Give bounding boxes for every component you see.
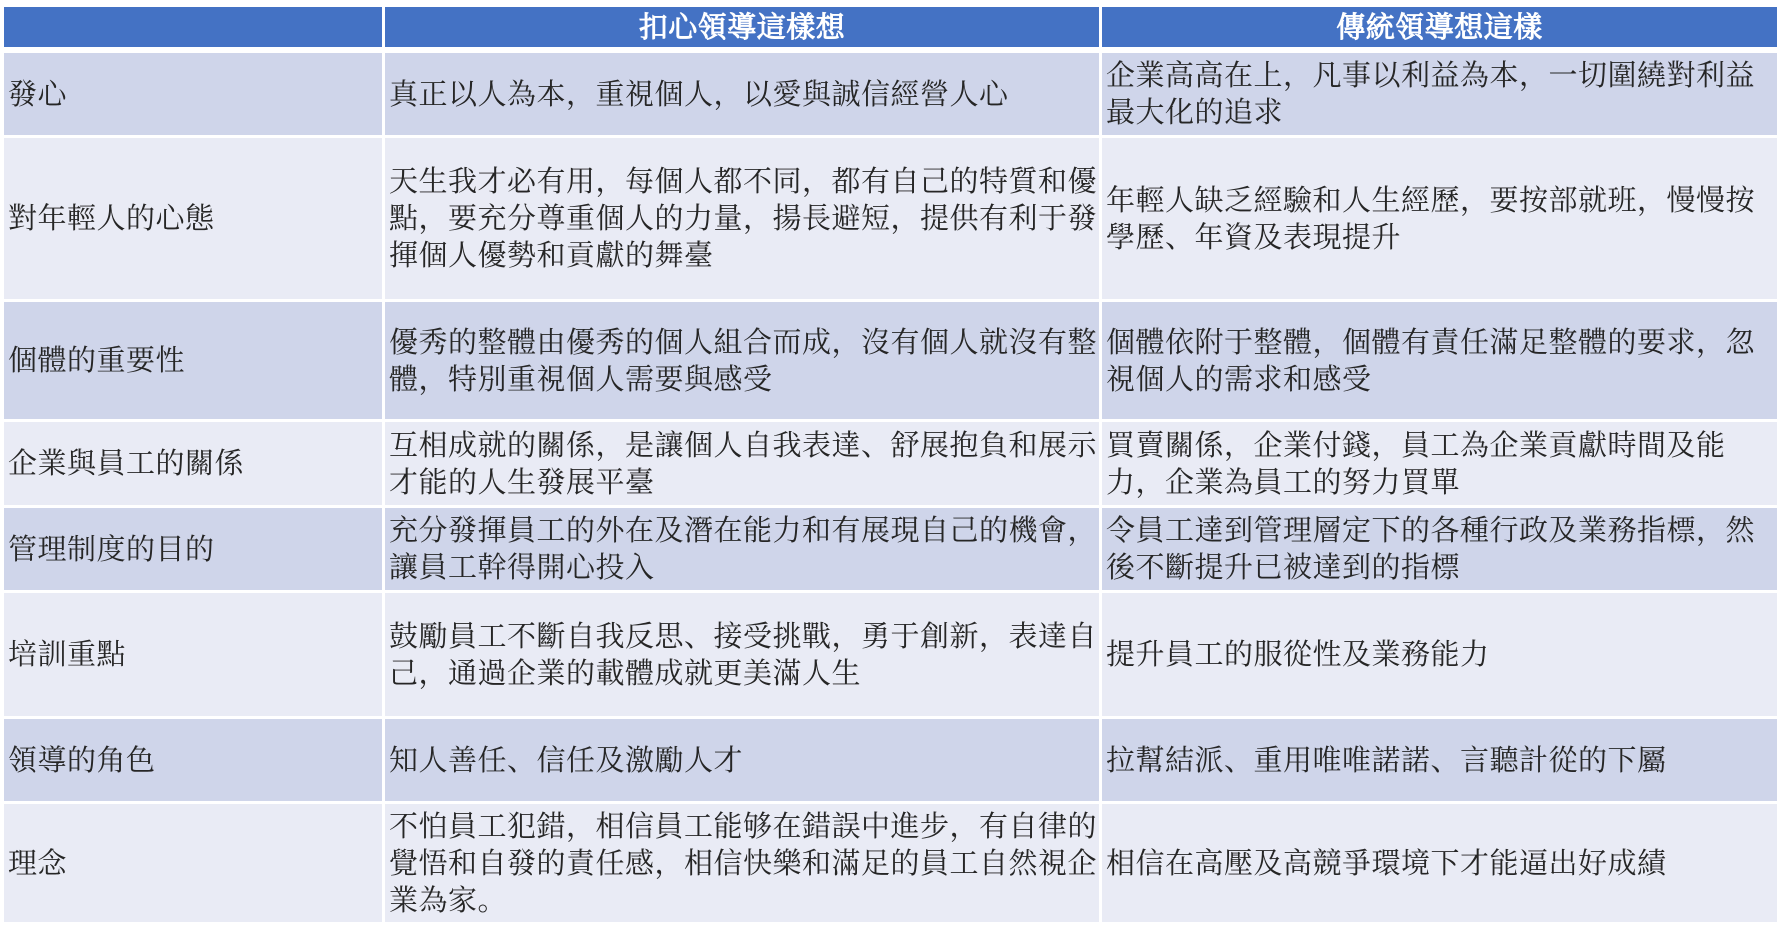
header-new-leadership: 扣心領導這樣想 — [384, 6, 1101, 51]
new-leadership-cell: 不怕員工犯錯，相信員工能够在錯誤中進步，有自律的覺悟和自發的責任感，相信快樂和滿足的員工自然視企業為家。 — [384, 803, 1101, 924]
new-leadership-cell: 優秀的整體由優秀的個人組合而成，沒有個人就沒有整體，特別重視個人需要與感受 — [384, 301, 1101, 421]
traditional-leadership-cell: 企業高高在上，凡事以利益為本，一切圍繞對利益最大化的追求 — [1101, 50, 1779, 137]
new-leadership-cell: 互相成就的關係，是讓個人自我表達、舒展抱負和展示才能的人生發展平臺 — [384, 421, 1101, 507]
new-leadership-cell: 天生我才必有用，每個人都不同，都有自己的特質和優點，要充分尊重個人的力量，揚長避短，提供有利于發揮個人優勢和貢獻的舞臺 — [384, 137, 1101, 301]
row-label: 個體的重要性 — [3, 301, 384, 421]
row-label: 培訓重點 — [3, 592, 384, 718]
row-label: 發心 — [3, 50, 384, 137]
header-traditional-leadership: 傳統領導想這樣 — [1101, 6, 1779, 51]
leadership-comparison-table — [1, 4, 1780, 925]
table-body — [3, 50, 1779, 924]
table-row — [3, 592, 1779, 718]
row-label: 企業與員工的關係 — [3, 421, 384, 507]
traditional-leadership-cell: 個體依附于整體，個體有責任滿足整體的要求，忽視個人的需求和感受 — [1101, 301, 1779, 421]
table-row — [3, 137, 1779, 301]
traditional-leadership-cell: 年輕人缺乏經驗和人生經歷，要按部就班，慢慢按學歷、年資及表現提升 — [1101, 137, 1779, 301]
traditional-leadership-cell: 拉幫結派、重用唯唯諾諾、言聽計從的下屬 — [1101, 718, 1779, 803]
table-row — [3, 718, 1779, 803]
traditional-leadership-cell: 買賣關係，企業付錢，員工為企業貢獻時間及能力，企業為員工的努力買單 — [1101, 421, 1779, 507]
table-row — [3, 507, 1779, 592]
new-leadership-cell: 真正以人為本，重視個人，以愛與誠信經營人心 — [384, 50, 1101, 137]
row-label: 對年輕人的心態 — [3, 137, 384, 301]
header-row — [3, 6, 1779, 51]
new-leadership-cell: 鼓勵員工不斷自我反思、接受挑戰，勇于創新，表達自己，通過企業的載體成就更美滿人生 — [384, 592, 1101, 718]
table-row — [3, 421, 1779, 507]
traditional-leadership-cell: 令員工達到管理層定下的各種行政及業務指標，然後不斷提升已被達到的指標 — [1101, 507, 1779, 592]
table-header — [3, 6, 1779, 51]
traditional-leadership-cell: 提升員工的服從性及業務能力 — [1101, 592, 1779, 718]
table-row — [3, 803, 1779, 924]
row-label: 理念 — [3, 803, 384, 924]
new-leadership-cell: 充分發揮員工的外在及潛在能力和有展現自己的機會，讓員工幹得開心投入 — [384, 507, 1101, 592]
table-row — [3, 50, 1779, 137]
table-row — [3, 301, 1779, 421]
header-corner-cell — [3, 6, 384, 51]
row-label: 管理制度的目的 — [3, 507, 384, 592]
row-label: 領導的角色 — [3, 718, 384, 803]
traditional-leadership-cell: 相信在高壓及高競爭環境下才能逼出好成績 — [1101, 803, 1779, 924]
new-leadership-cell: 知人善任、信任及激勵人才 — [384, 718, 1101, 803]
